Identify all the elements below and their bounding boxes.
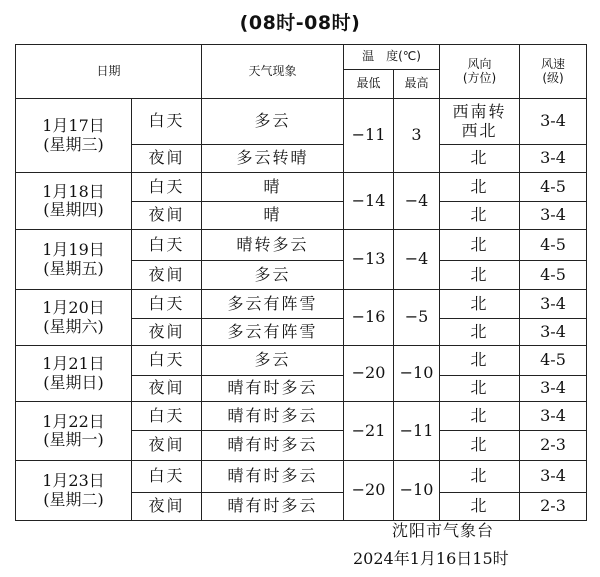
wind-direction-day bbox=[440, 99, 520, 145]
wind-direction-day: 北 bbox=[440, 230, 520, 261]
header-wind-direction-label: 风向 bbox=[467, 56, 492, 71]
forecast-weekday: (星期五) bbox=[43, 258, 104, 278]
period-day: 白天 bbox=[132, 230, 202, 261]
wind-direction-day-line2: 西北 bbox=[461, 120, 498, 140]
forecast-weekday: (星期四) bbox=[43, 200, 104, 219]
forecast-weekday: (星期二) bbox=[43, 489, 104, 509]
temp-min: −13 bbox=[344, 230, 394, 290]
forecast-date: 1月18日 bbox=[42, 181, 105, 201]
table-row-day bbox=[16, 461, 587, 493]
period-day: 白天 bbox=[132, 290, 202, 319]
forecast-weekday: (星期一) bbox=[43, 430, 104, 449]
forecast-weekday: (星期六) bbox=[43, 316, 104, 336]
header-weather: 天气现象 bbox=[202, 45, 344, 99]
temp-max: −10 bbox=[394, 346, 440, 402]
weather-night: 多云 bbox=[202, 261, 344, 290]
date-cell bbox=[16, 173, 132, 230]
forecast-date: 1月20日 bbox=[42, 298, 105, 318]
date-cell bbox=[16, 402, 132, 461]
forecast-table bbox=[15, 44, 587, 521]
header-date: 日期 bbox=[16, 45, 202, 99]
header-wind-speed-label: 风速 bbox=[541, 56, 566, 71]
header-temperature: 温 度(℃) bbox=[344, 45, 440, 70]
wind-speed-night: 4-5 bbox=[520, 261, 587, 290]
header-wind-direction-unit: (方位) bbox=[462, 70, 497, 85]
table-row-day bbox=[16, 290, 587, 319]
temp-max: −4 bbox=[394, 173, 440, 230]
header-wind-direction bbox=[440, 45, 520, 99]
header-wind-speed-unit: (级) bbox=[542, 70, 564, 85]
wind-speed-day: 3-4 bbox=[520, 99, 587, 145]
forecast-weekday: (星期日) bbox=[43, 372, 104, 392]
header-temp-min: 最低 bbox=[344, 70, 394, 99]
wind-speed-day: 4-5 bbox=[520, 230, 587, 261]
wind-direction-day: 北 bbox=[440, 402, 520, 431]
weather-night: 多云有阵雪 bbox=[202, 319, 344, 346]
table-row-day bbox=[16, 402, 587, 431]
forecast-date: 1月23日 bbox=[42, 471, 105, 491]
temp-min: −20 bbox=[344, 461, 394, 521]
temp-max: −10 bbox=[394, 461, 440, 521]
forecast-date: 1月22日 bbox=[42, 411, 105, 431]
wind-speed-night: 3-4 bbox=[520, 376, 587, 402]
page-title: (08时-08时) bbox=[239, 12, 361, 34]
wind-speed-day: 4-5 bbox=[520, 173, 587, 202]
wind-direction-day: 北 bbox=[440, 461, 520, 493]
forecast-date: 1月19日 bbox=[42, 240, 105, 260]
wind-speed-day: 3-4 bbox=[520, 402, 587, 431]
wind-direction-night: 北 bbox=[440, 202, 520, 230]
wind-direction-day-line1: 西南转 bbox=[452, 102, 507, 122]
temp-max: 3 bbox=[394, 99, 440, 173]
table-row-day bbox=[16, 99, 587, 145]
wind-speed-night: 2-3 bbox=[520, 431, 587, 461]
temp-max: −11 bbox=[394, 402, 440, 461]
temp-min: −21 bbox=[344, 402, 394, 461]
period-day: 白天 bbox=[132, 461, 202, 493]
temp-max: −5 bbox=[394, 290, 440, 346]
wind-speed-day: 3-4 bbox=[520, 461, 587, 493]
wind-direction-night: 北 bbox=[440, 261, 520, 290]
table-row-day bbox=[16, 346, 587, 376]
table-header bbox=[16, 45, 587, 99]
weather-night: 晴有时多云 bbox=[202, 376, 344, 402]
period-day: 白天 bbox=[132, 346, 202, 376]
table-row-day bbox=[16, 173, 587, 202]
wind-direction-night: 北 bbox=[440, 493, 520, 521]
date-cell bbox=[16, 461, 132, 521]
period-day: 白天 bbox=[132, 99, 202, 145]
wind-speed-day: 4-5 bbox=[520, 346, 587, 376]
wind-speed-night: 3-4 bbox=[520, 145, 587, 173]
period-night: 夜间 bbox=[132, 493, 202, 521]
period-day: 白天 bbox=[132, 402, 202, 431]
wind-direction-night: 北 bbox=[440, 431, 520, 461]
issue-timestamp: 2024年1月16日15时 bbox=[353, 549, 509, 568]
temp-min: −20 bbox=[344, 346, 394, 402]
period-day: 白天 bbox=[132, 173, 202, 202]
weather-day: 晴有时多云 bbox=[202, 402, 344, 431]
wind-direction-night: 北 bbox=[440, 145, 520, 173]
temp-min: −14 bbox=[344, 173, 394, 230]
period-night: 夜间 bbox=[132, 145, 202, 173]
wind-direction-night: 北 bbox=[440, 319, 520, 346]
table-body bbox=[16, 99, 587, 521]
weather-night: 晴 bbox=[202, 202, 344, 230]
weather-night: 晴有时多云 bbox=[202, 431, 344, 461]
temp-max: −4 bbox=[394, 230, 440, 290]
wind-speed-night: 2-3 bbox=[520, 493, 587, 521]
period-night: 夜间 bbox=[132, 261, 202, 290]
period-night: 夜间 bbox=[132, 431, 202, 461]
weather-night: 多云转晴 bbox=[202, 145, 344, 173]
weather-day: 多云 bbox=[202, 99, 344, 145]
period-night: 夜间 bbox=[132, 202, 202, 230]
weather-day: 多云有阵雪 bbox=[202, 290, 344, 319]
weather-day: 晴 bbox=[202, 173, 344, 202]
period-night: 夜间 bbox=[132, 376, 202, 402]
date-cell bbox=[16, 290, 132, 346]
temp-min: −11 bbox=[344, 99, 394, 173]
forecast-date: 1月17日 bbox=[42, 116, 105, 136]
wind-direction-day: 北 bbox=[440, 290, 520, 319]
wind-direction-day: 北 bbox=[440, 173, 520, 202]
date-cell bbox=[16, 99, 132, 173]
wind-speed-night: 3-4 bbox=[520, 319, 587, 346]
header-wind-speed bbox=[520, 45, 587, 99]
forecast-date: 1月21日 bbox=[42, 354, 105, 374]
wind-speed-night: 3-4 bbox=[520, 202, 587, 230]
wind-speed-day: 3-4 bbox=[520, 290, 587, 319]
header-temp-max: 最高 bbox=[394, 70, 440, 99]
wind-direction-night: 北 bbox=[440, 376, 520, 402]
date-cell bbox=[16, 346, 132, 402]
temp-min: −16 bbox=[344, 290, 394, 346]
weather-day: 晴有时多云 bbox=[202, 461, 344, 493]
weather-day: 多云 bbox=[202, 346, 344, 376]
table-row-day bbox=[16, 230, 587, 261]
period-night: 夜间 bbox=[132, 319, 202, 346]
date-cell bbox=[16, 230, 132, 290]
forecast-weekday: (星期三) bbox=[43, 134, 104, 154]
issuing-organization: 沈阳市气象台 bbox=[392, 521, 495, 540]
wind-direction-day: 北 bbox=[440, 346, 520, 376]
weather-day: 晴转多云 bbox=[202, 230, 344, 261]
weather-night: 晴有时多云 bbox=[202, 493, 344, 521]
